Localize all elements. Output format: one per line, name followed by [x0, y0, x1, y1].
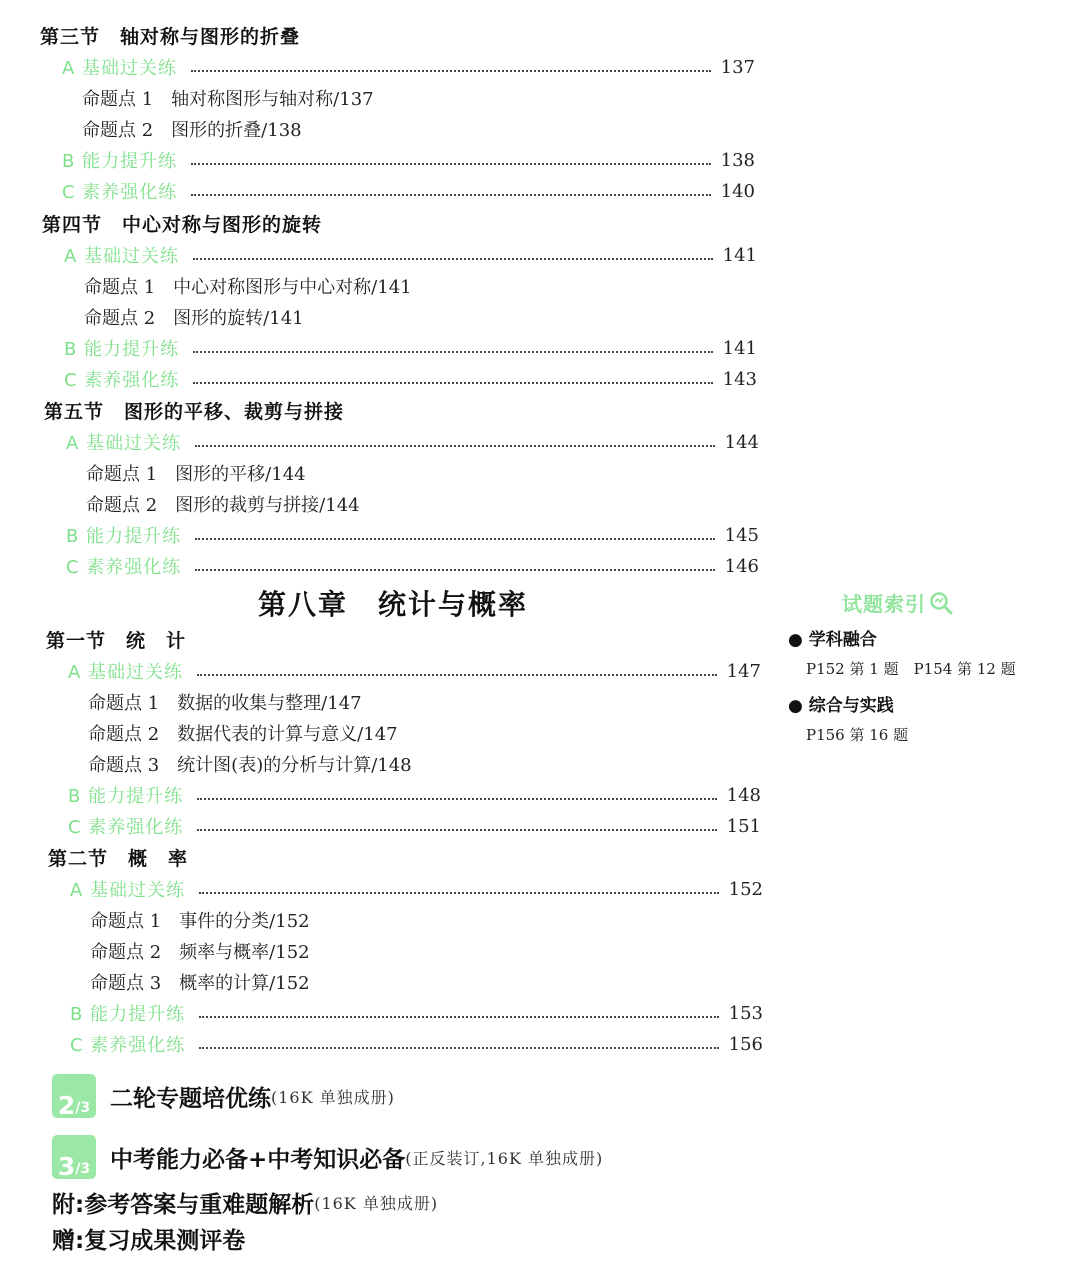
- question-index: [788, 588, 1048, 745]
- page-number: 148: [726, 784, 761, 806]
- toc-entry-c[interactable]: [46, 813, 761, 839]
- page-number: 144: [724, 431, 759, 453]
- page-number: 147: [726, 660, 761, 682]
- page-number: 153: [728, 1002, 763, 1024]
- page-number: 151: [726, 815, 761, 837]
- leader-dots: [191, 163, 711, 165]
- exercise-label: C 素养强化练: [64, 370, 180, 391]
- page-number: 146: [724, 555, 759, 577]
- exercise-label: A 基础过关练: [66, 433, 182, 454]
- exercise-label: B 能力提升练: [62, 151, 178, 172]
- toc-entry-a[interactable]: [48, 876, 763, 902]
- leader-dots: [197, 829, 716, 831]
- toc-section-3: [40, 22, 755, 204]
- exercise-label: B 能力提升练: [66, 526, 182, 547]
- toc-section-4: [42, 210, 757, 392]
- topic-point[interactable]: 命题点 2 图形的折叠/138: [82, 120, 302, 141]
- leader-dots: [199, 1047, 718, 1049]
- exercise-label: A 基础过关练: [70, 880, 186, 901]
- toc-entry-c[interactable]: [44, 553, 759, 579]
- topic-point[interactable]: 命题点 3 统计图(表)的分析与计算/148: [88, 755, 412, 776]
- part-2-row[interactable]: [52, 1074, 395, 1118]
- page-number: 137: [720, 56, 755, 78]
- leader-dots: [197, 798, 717, 800]
- page-number: 140: [720, 180, 755, 202]
- toc-entry-c[interactable]: [48, 1031, 763, 1057]
- part-badge: 3 /3: [52, 1135, 96, 1179]
- toc-entry-b[interactable]: [42, 335, 757, 361]
- leader-dots: [195, 445, 715, 447]
- index-item-label: 综合与实践: [808, 696, 894, 716]
- topic-point[interactable]: 命题点 2 图形的裁剪与拼接/144: [86, 495, 360, 516]
- index-item: [788, 691, 1048, 745]
- index-item: [788, 625, 1048, 679]
- leader-dots: [191, 194, 710, 196]
- part-note: (正反装订,16K 单独成册): [405, 1148, 604, 1168]
- toc-entry-b[interactable]: [46, 782, 761, 808]
- toc-entry-b[interactable]: [40, 147, 755, 173]
- leader-dots: [193, 258, 713, 260]
- page-number: 152: [728, 878, 763, 900]
- topic-point[interactable]: 命题点 2 频率与概率/152: [90, 942, 310, 963]
- exercise-label: A 基础过关练: [62, 58, 178, 79]
- toc-entry-a[interactable]: [42, 242, 757, 268]
- part-title: 二轮专题培优练: [110, 1085, 271, 1112]
- index-item-refs[interactable]: P156 第 16 题: [806, 726, 909, 744]
- toc-entry-c[interactable]: [42, 366, 757, 392]
- leader-dots: [191, 70, 711, 72]
- topic-point[interactable]: 命题点 2 数据代表的计算与意义/147: [88, 724, 398, 745]
- appendix-row[interactable]: [52, 1186, 438, 1219]
- exercise-label: B 能力提升练: [64, 339, 180, 360]
- leader-dots: [193, 351, 713, 353]
- part-badge: 2 /3: [52, 1074, 96, 1118]
- toc-entry-b[interactable]: [44, 522, 759, 548]
- leader-dots: [195, 569, 714, 571]
- gift-title: 赠:复习成果测评卷: [52, 1228, 246, 1254]
- section-title: 第四节 中心对称与图形的旋转: [42, 214, 323, 236]
- leader-dots: [199, 892, 719, 894]
- page-number: 141: [722, 244, 757, 266]
- section-title: 第二节 概 率: [48, 848, 189, 870]
- exercise-label: A 基础过关练: [64, 246, 180, 267]
- index-title: 试题索引: [842, 592, 926, 616]
- topic-point[interactable]: 命题点 1 事件的分类/152: [90, 911, 310, 932]
- toc-entry-a[interactable]: [40, 54, 755, 80]
- toc-section-stats: [46, 626, 761, 839]
- toc-section-5: [44, 397, 759, 579]
- section-title: 第五节 图形的平移、裁剪与拼接: [44, 401, 345, 423]
- magnifier-icon: [928, 590, 954, 616]
- leader-dots: [193, 382, 712, 384]
- topic-point[interactable]: 命题点 1 数据的收集与整理/147: [88, 693, 362, 714]
- topic-point[interactable]: 命题点 1 图形的平移/144: [86, 464, 306, 485]
- exercise-label: A 基础过关练: [68, 662, 184, 683]
- toc-entry-c[interactable]: [40, 178, 755, 204]
- page-number: 141: [722, 337, 757, 359]
- bullet-icon: ●: [788, 696, 809, 716]
- leader-dots: [195, 538, 715, 540]
- bullet-icon: ●: [788, 630, 809, 650]
- page-number: 145: [724, 524, 759, 546]
- topic-point[interactable]: 命题点 3 概率的计算/152: [90, 973, 310, 994]
- toc-entry-b[interactable]: [48, 1000, 763, 1026]
- page-number: 138: [720, 149, 755, 171]
- index-item-label: 学科融合: [808, 630, 877, 650]
- page-number: 156: [728, 1033, 763, 1055]
- gift-row[interactable]: [52, 1222, 245, 1255]
- toc-entry-a[interactable]: [44, 429, 759, 455]
- part-3-row[interactable]: [52, 1135, 603, 1179]
- exercise-label: C 素养强化练: [62, 182, 178, 203]
- appendix-note: (16K 单独成册): [314, 1194, 439, 1213]
- section-title: 第三节 轴对称与图形的折叠: [40, 26, 301, 48]
- page-number: 143: [722, 368, 757, 390]
- section-title: 第一节 统 计: [46, 630, 187, 652]
- part-note: (16K 单独成册): [271, 1087, 395, 1107]
- leader-dots: [199, 1016, 719, 1018]
- appendix-title: 附:参考答案与重难题解析: [52, 1192, 315, 1218]
- topic-point[interactable]: 命题点 1 轴对称图形与轴对称/137: [82, 89, 374, 110]
- leader-dots: [197, 674, 717, 676]
- toc-section-probability: [48, 844, 763, 1057]
- exercise-label: C 素养强化练: [68, 817, 184, 838]
- part-title: 中考能力必备+中考知识必备: [110, 1146, 406, 1173]
- toc-entry-a[interactable]: [46, 658, 761, 684]
- topic-point[interactable]: 命题点 2 图形的旋转/141: [84, 308, 304, 329]
- exercise-label: C 素养强化练: [66, 557, 182, 578]
- exercise-label: B 能力提升练: [70, 1004, 186, 1025]
- exercise-label: B 能力提升练: [68, 786, 184, 807]
- chapter-title: 第八章 统计与概率: [258, 588, 529, 621]
- index-item-refs[interactable]: P152 第 1 题 P154 第 12 题: [806, 660, 1016, 678]
- topic-point[interactable]: 命题点 1 中心对称图形与中心对称/141: [84, 277, 412, 298]
- exercise-label: C 素养强化练: [70, 1035, 186, 1056]
